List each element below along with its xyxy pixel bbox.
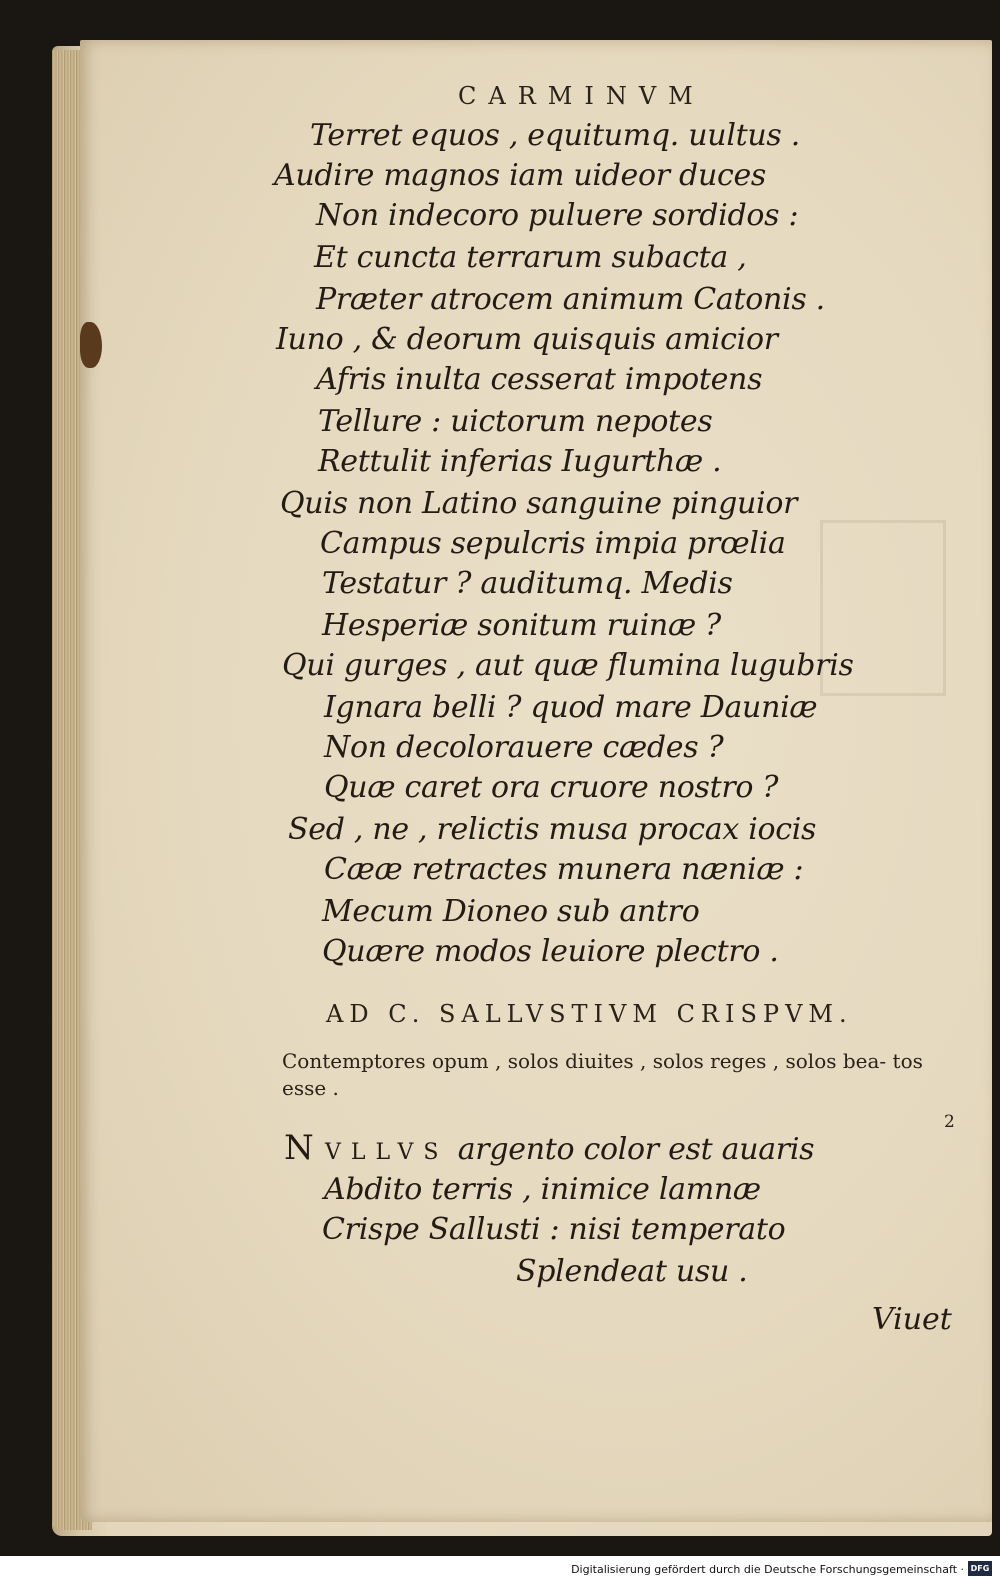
verse-line: Hesperiæ sonitum ruinæ ? xyxy=(322,608,721,643)
verse-line: Non decolorauere cædes ? xyxy=(324,730,724,765)
verse-line: Audire magnos iam uideor duces xyxy=(274,158,767,193)
signature-mark: 2 xyxy=(944,1112,955,1132)
verse-line: Quis non Latino sanguine pinguior xyxy=(280,486,798,521)
verse-line: Tellure : uictorum nepotes xyxy=(318,404,713,439)
verse-line: Terret equos , equitumq. uultus . xyxy=(310,118,800,153)
ode-line: Abdito terris , inimice lamnæ xyxy=(324,1172,761,1207)
ode-line: Splendeat usu . xyxy=(516,1254,748,1289)
verse-line: Rettulit inferias Iugurthæ . xyxy=(318,444,722,479)
verse-line: Non indecoro puluere sordidos : xyxy=(316,198,799,233)
verse-line: Iuno , & deorum quisquis amicior xyxy=(276,322,778,357)
verse-line: Campus sepulcris impia prœlia xyxy=(320,526,786,561)
verse-line: Afris inulta cesserat impotens xyxy=(316,362,763,397)
verse-line: Sed , ne , relictis musa procax iocis xyxy=(288,812,817,847)
ode-line-text: argento color est auaris xyxy=(457,1132,815,1167)
verse-line: Cææ retractes munera næniæ : xyxy=(324,852,804,887)
dfg-logo: DFG xyxy=(968,1561,992,1576)
running-head: CARMINVM xyxy=(458,82,705,110)
footer-credit: Digitalisierung gefördert durch die Deutsche Forschungsgemeinschaft · xyxy=(571,1563,964,1576)
verse-line: Et cuncta terrarum subacta , xyxy=(314,240,747,275)
verse-line: Mecum Dioneo sub antro xyxy=(322,894,700,929)
verse-line: Ignara belli ? quod mare Dauniæ xyxy=(324,690,818,725)
drop-initial: N xyxy=(284,1128,316,1168)
verse-line: Quære modos leuiore plectro . xyxy=(322,934,779,969)
catchword: Viuet xyxy=(872,1302,952,1337)
verse-line: Qui gurges , aut quæ flumina lugubris xyxy=(282,648,854,683)
initial-small-caps: VLLVS xyxy=(325,1140,449,1165)
ode-first-line xyxy=(284,1128,814,1168)
ode-line: Crispe Sallusti : nisi temperato xyxy=(322,1212,786,1247)
ode-heading: AD C. SALLVSTIVM CRISPVM. xyxy=(326,1000,853,1028)
verse-line: Quæ caret ora cruore nostro ? xyxy=(324,770,779,805)
ode-argument: Contemptores opum , solos diuites , solos reges , solos bea- tos esse . xyxy=(282,1049,923,1100)
verse-line: Præter atrocem animum Catonis . xyxy=(316,282,825,317)
footer-bar xyxy=(0,1556,1000,1580)
ink-stain xyxy=(80,322,102,368)
verse-line: Testatur ? auditumq. Medis xyxy=(322,566,733,601)
